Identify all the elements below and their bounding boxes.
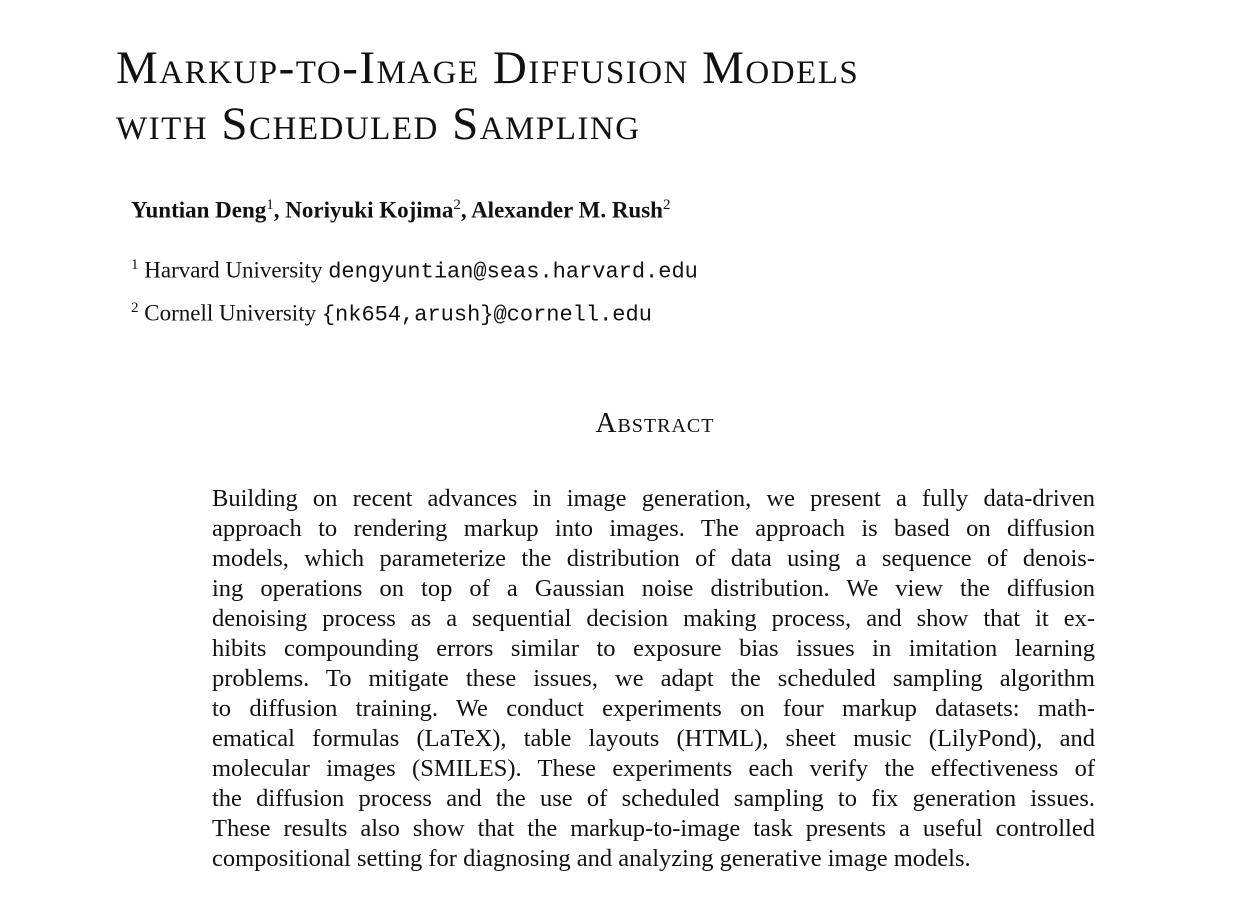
abstract-line: Building on recent advances in image generation, we present a fully data-driven <box>212 485 1095 512</box>
abstract-line: These results also show that the markup-to-image task presents a useful controlled <box>212 815 1095 842</box>
abstract-line: approach to rendering markup into images. The approach is based on diffusion <box>212 515 1095 542</box>
abstract-heading: Abstract <box>595 407 715 439</box>
abstract-line: compositional setting for diagnosing and analyzing generative image models. <box>212 845 971 872</box>
author-separator: , <box>273 197 286 223</box>
author-affiliation-mark: 2 <box>662 197 671 213</box>
abstract-line: molecular images (SMILES). These experiments each verify the effectiveness of <box>212 755 1095 782</box>
abstract-line: hibits compounding errors similar to exposure bias issues in imitation learning <box>212 635 1095 662</box>
abstract-line: problems. To mitigate these issues, we adapt the scheduled sampling algorithm <box>212 665 1095 692</box>
abstract-line: ing operations on top of a Gaussian noise distribution. We view the diffusion <box>212 575 1095 602</box>
affiliation-name: Cornell University <box>144 300 317 326</box>
affiliation-email: dengyuntian@seas.harvard.edu <box>328 259 698 285</box>
author-separator: , <box>460 197 472 223</box>
affiliation <box>131 300 652 328</box>
abstract-line: ematical formulas (LaTeX), table layouts (HTML), sheet music (LilyPond), and <box>212 725 1095 752</box>
title-line-2: with Scheduled Sampling <box>116 98 641 150</box>
abstract-line: denoising process as a sequential decision making process, and show that it ex- <box>212 605 1095 632</box>
author-name: Yuntian Deng <box>131 197 267 223</box>
abstract-body <box>212 484 1095 874</box>
author-list <box>131 197 670 224</box>
author-name: Alexander M. Rush <box>471 197 663 223</box>
affiliation-email: {nk654,arush}@cornell.edu <box>321 302 652 328</box>
affiliation <box>131 257 698 285</box>
abstract-line: the diffusion process and the use of scheduled sampling to fix generation issues. <box>212 785 1095 812</box>
affiliation-name: Harvard University <box>144 257 323 283</box>
author-affiliation-mark: 2 <box>453 197 461 213</box>
abstract-line: models, which parameterize the distribution of data using a sequence of denois- <box>212 545 1095 572</box>
abstract-line: to diffusion training. We conduct experiments on four markup datasets: math- <box>212 695 1095 722</box>
author-affiliation-mark: 1 <box>266 197 274 213</box>
affiliation-mark: 2 <box>131 300 139 316</box>
author-name: Noriyuki Kojima <box>285 197 454 223</box>
paper-title <box>116 40 859 152</box>
affiliation-mark: 1 <box>131 257 139 273</box>
title-line-1: Markup-to-Image Diffusion Models <box>116 42 860 94</box>
